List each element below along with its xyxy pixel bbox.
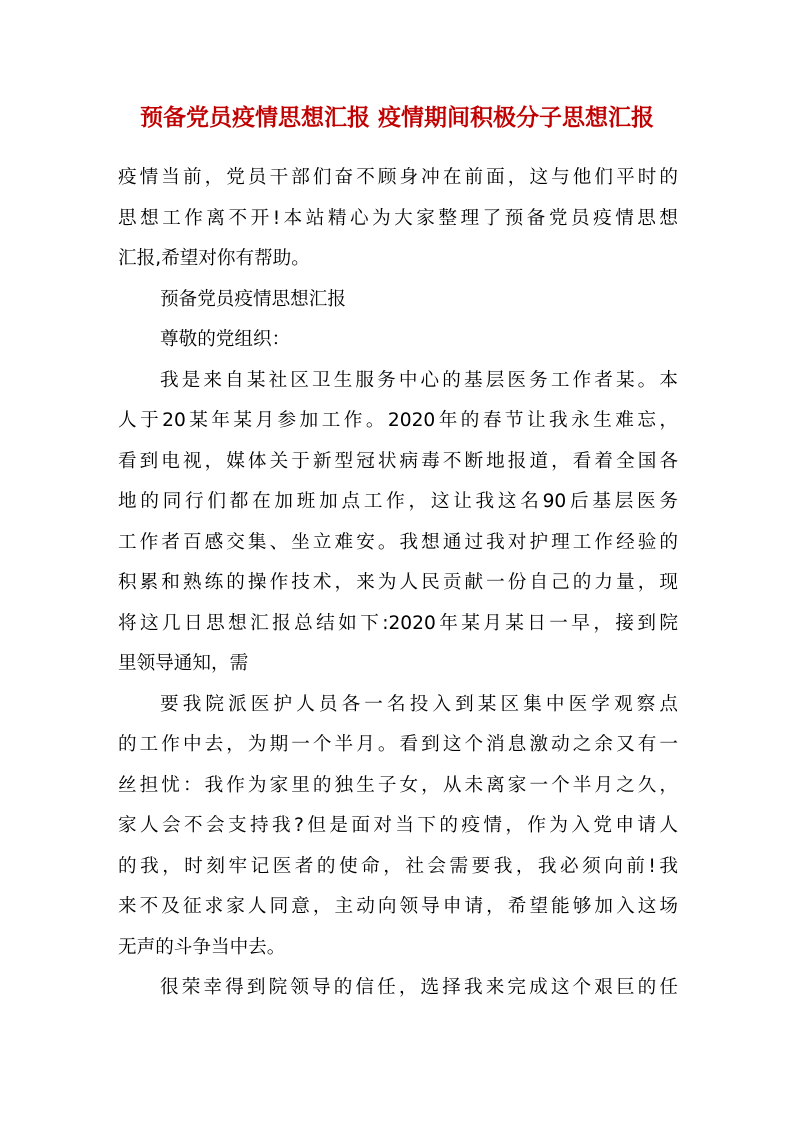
- paragraph-line: 要我院派医护人员各一名投入到某区集中医学观察点: [160, 693, 678, 715]
- section-heading: 预备党员疫情思想汇报: [160, 288, 346, 310]
- paragraph-line: 汇报,希望对你有帮助。: [118, 248, 310, 269]
- paragraph-line: 无声的斗争当中去。: [118, 936, 286, 958]
- paragraph-line: 看到电视，媒体关于新型冠状病毒不断地报道，看着全国各: [118, 450, 678, 472]
- paragraph-line: 丝担忧：我作为家里的独生子女，从未离家一个半月之久，: [118, 774, 678, 796]
- paragraph-line: 我是来自某社区卫生服务中心的基层医务工作者某。本: [160, 369, 678, 391]
- paragraph-line: 将这几日思想汇报总结如下:2020年某月某日一早，接到院: [118, 612, 678, 634]
- paragraph-line: 的我，时刻牢记医者的使命，社会需要我，我必须向前!我: [118, 855, 678, 877]
- paragraph-line: 的工作中去，为期一个半月。看到这个消息激动之余又有一: [118, 734, 678, 755]
- paragraph-line: 来不及征求家人同意，主动向领导申请，希望能够加入这场: [118, 896, 678, 917]
- paragraph-line: 人于20某年某月参加工作。2020年的春节让我永生难忘，: [118, 410, 678, 431]
- paragraph-line: 地的同行们都在加班加点工作，这让我这名90后基层医务: [118, 491, 678, 512]
- paragraph-line: 疫情当前，党员干部们奋不顾身冲在前面，这与他们平时的: [118, 167, 678, 188]
- document-title: 预备党员疫情思想汇报 疫情期间积极分子思想汇报: [139, 104, 654, 131]
- paragraph-line: 积累和熟练的操作技术，来为人民贡献一份自己的力量，现: [118, 572, 678, 593]
- paragraph-line: 思想工作离不开!本站精心为大家整理了预备党员疫情思想: [118, 207, 678, 229]
- document-body: [118, 158, 678, 1009]
- paragraph-line: 里领导通知，需: [118, 653, 249, 674]
- paragraph-line: 很荣幸得到院领导的信任，选择我来完成这个艰巨的任: [160, 977, 678, 998]
- paragraph-line: 工作者百感交集、坐立难安。我想通过我对护理工作经验的: [118, 531, 678, 553]
- paragraph-line: 家人会不会支持我?但是面对当下的疫情，作为入党申请人: [118, 815, 678, 836]
- salutation: 尊敬的党组织：: [160, 329, 291, 350]
